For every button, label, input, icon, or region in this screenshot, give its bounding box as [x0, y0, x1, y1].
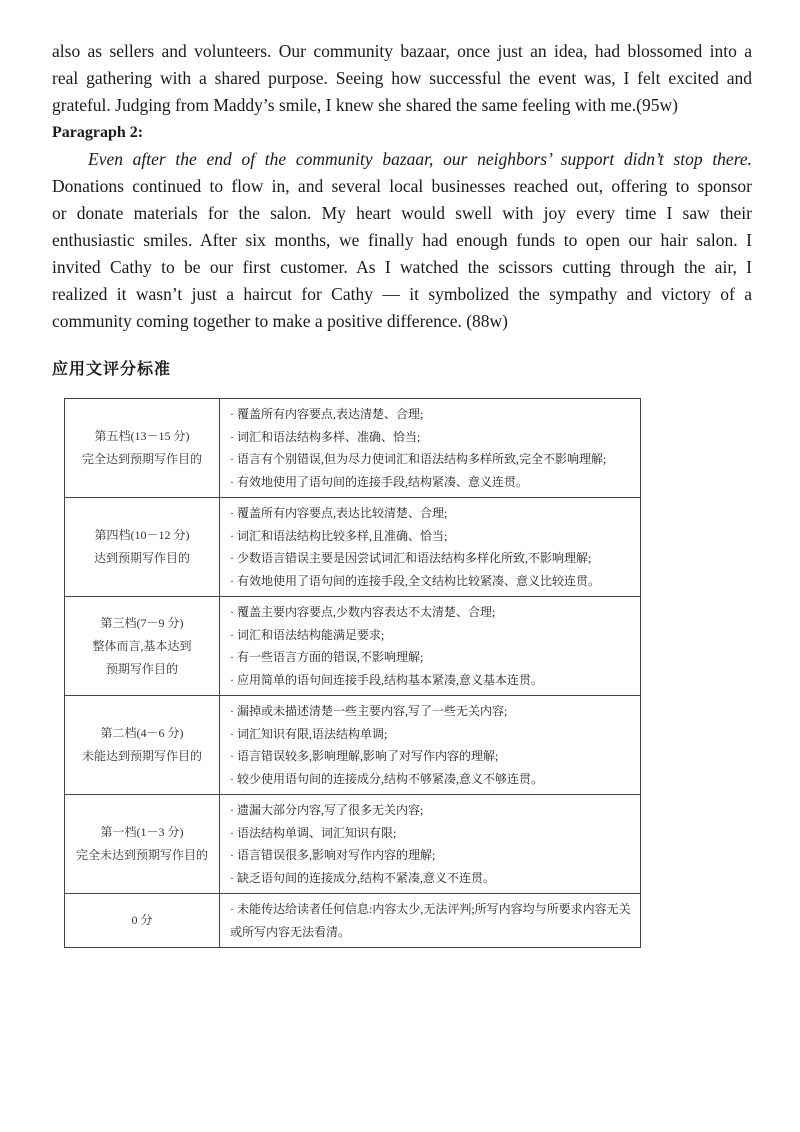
- rubric-row: [65, 597, 641, 696]
- rubric-row: [65, 795, 641, 894]
- rubric-level: [65, 498, 220, 597]
- rubric-row: [65, 894, 641, 948]
- rubric-criterion: · 语言错误较多,影响理解,影响了对写作内容的理解;: [230, 749, 499, 763]
- rubric-criteria: [220, 399, 641, 498]
- essay-text: [52, 38, 752, 335]
- rubric-criterion: · 词汇和语法结构能满足要求;: [230, 627, 385, 642]
- rubric-row: [65, 399, 641, 498]
- rubric-level-text: 达到预期写作目的: [93, 551, 190, 565]
- rubric-level: [65, 399, 220, 498]
- essay-line: invited Cathy to be our first customer. As I watched the scissors cutting through the air, I: [52, 257, 752, 277]
- essay-line: Donations continued to flow in, and several local businesses reached out, offering to sponsor: [52, 176, 752, 196]
- rubric-criterion: · 语法结构单调、词汇知识有限;: [230, 825, 397, 840]
- rubric-level-text: 第一档(1－3 分): [100, 825, 184, 839]
- rubric-criterion: · 覆盖主要内容要点,少数内容表达不太清楚、合理;: [230, 605, 496, 619]
- rubric-criterion: · 缺乏语句间的连接成分,结构不紧凑,意义不连贯。: [230, 870, 495, 885]
- rubric-criterion: · 有一些语言方面的错误,不影响理解;: [230, 650, 424, 664]
- rubric-criterion: · 少数语言错误主要是因尝试词汇和语法结构多样化所致,不影响理解;: [230, 551, 592, 565]
- essay-line: enthusiastic smiles. After six months, we finally had enough funds to open our hair salon. I: [52, 230, 752, 250]
- rubric-level-text: 未能达到预期写作目的: [81, 749, 202, 763]
- rubric-criterion: · 遗漏大部分内容,写了很多无关内容;: [230, 803, 424, 817]
- essay-line: or donate materials for the salon. My heart would swell with joy every time I saw their: [52, 203, 752, 223]
- rubric-criteria: [220, 498, 641, 597]
- essay-line: also as sellers and volunteers. Our community bazaar, once just an idea, had blossomed into a: [52, 41, 752, 61]
- rubric-table: [64, 398, 641, 948]
- rubric-level-text: 第四档(10－12 分): [94, 528, 190, 542]
- rubric-criterion: · 词汇和语法结构比较多样,且准确、恰当;: [230, 528, 448, 543]
- rubric-criterion: · 语言有个别错误,但为尽力使词汇和语法结构多样所致,完全不影响理解;: [230, 452, 607, 466]
- rubric-criterion: · 词汇和语法结构多样、准确、恰当;: [230, 429, 421, 444]
- rubric-level-text: 完全达到预期写作目的: [81, 452, 202, 466]
- rubric-level-text: 预期写作目的: [105, 661, 178, 676]
- rubric-criterion: · 有效地使用了语句间的连接手段,全文结构比较紧凑、意义比较连贯。: [230, 573, 600, 588]
- rubric-row: [65, 696, 641, 795]
- rubric-level-text: 整体而言,基本达到: [92, 638, 192, 653]
- rubric-criteria: [220, 894, 641, 948]
- rubric-title: 应用文评分标准: [52, 361, 172, 378]
- rubric-criterion: · 漏掉或未描述清楚一些主要内容,写了一些无关内容;: [230, 704, 508, 718]
- rubric-criterion: · 语言错误很多,影响对写作内容的理解;: [230, 848, 436, 862]
- rubric-criteria: [220, 696, 641, 795]
- rubric-criterion: · 有效地使用了语句间的连接手段,结构紧凑、意义连贯。: [230, 474, 528, 489]
- rubric-level: [65, 894, 220, 948]
- rubric-criterion: · 较少使用语句间的连接成分,结构不够紧凑,意义不够连贯。: [230, 771, 543, 786]
- rubric-level: [65, 696, 220, 795]
- rubric-criterion: · 覆盖所有内容要点,表达清楚、合理;: [230, 407, 424, 421]
- rubric-criterion: · 未能传达给读者任何信息:内容太少,无法评判;所写内容均与所要求内容无关或所写内容无法看清。: [230, 902, 631, 939]
- rubric-criterion: · 应用简单的语句间连接手段,结构基本紧凑,意义基本连贯。: [230, 672, 543, 687]
- rubric-level-text: 第二档(4－6 分): [100, 726, 184, 740]
- rubric-level-text: 完全未达到预期写作目的: [75, 848, 208, 862]
- rubric-criteria: [220, 597, 641, 696]
- rubric-criterion: · 覆盖所有内容要点,表达比较清楚、合理;: [230, 506, 448, 520]
- rubric-row: [65, 498, 641, 597]
- rubric-level-text: 第五档(13－15 分): [94, 429, 190, 443]
- rubric-level-text: 0 分: [131, 913, 153, 927]
- rubric-criterion: · 词汇知识有限,语法结构单调;: [230, 726, 388, 741]
- essay-line: realized it wasn’t just a haircut for Cathy — it symbolized the sympathy and victory of a: [52, 284, 752, 304]
- rubric-level-text: 第三档(7－9 分): [100, 615, 184, 630]
- essay-line: community coming together to make a positive difference. (88w): [52, 311, 508, 331]
- essay-line: Even after the end of the community bazaar, our neighbors’ support didn’t stop there.: [88, 149, 752, 169]
- rubric-level: [65, 597, 220, 696]
- rubric-level: [65, 795, 220, 894]
- essay-line: grateful. Judging from Maddy’s smile, I knew she shared the same feeling with me.(95w): [52, 95, 678, 115]
- rubric-criteria: [220, 795, 641, 894]
- paragraph-2-heading: Paragraph 2:: [52, 124, 144, 141]
- essay-line: real gathering with a shared purpose. Seeing how successful the event was, I felt excited and: [52, 68, 752, 88]
